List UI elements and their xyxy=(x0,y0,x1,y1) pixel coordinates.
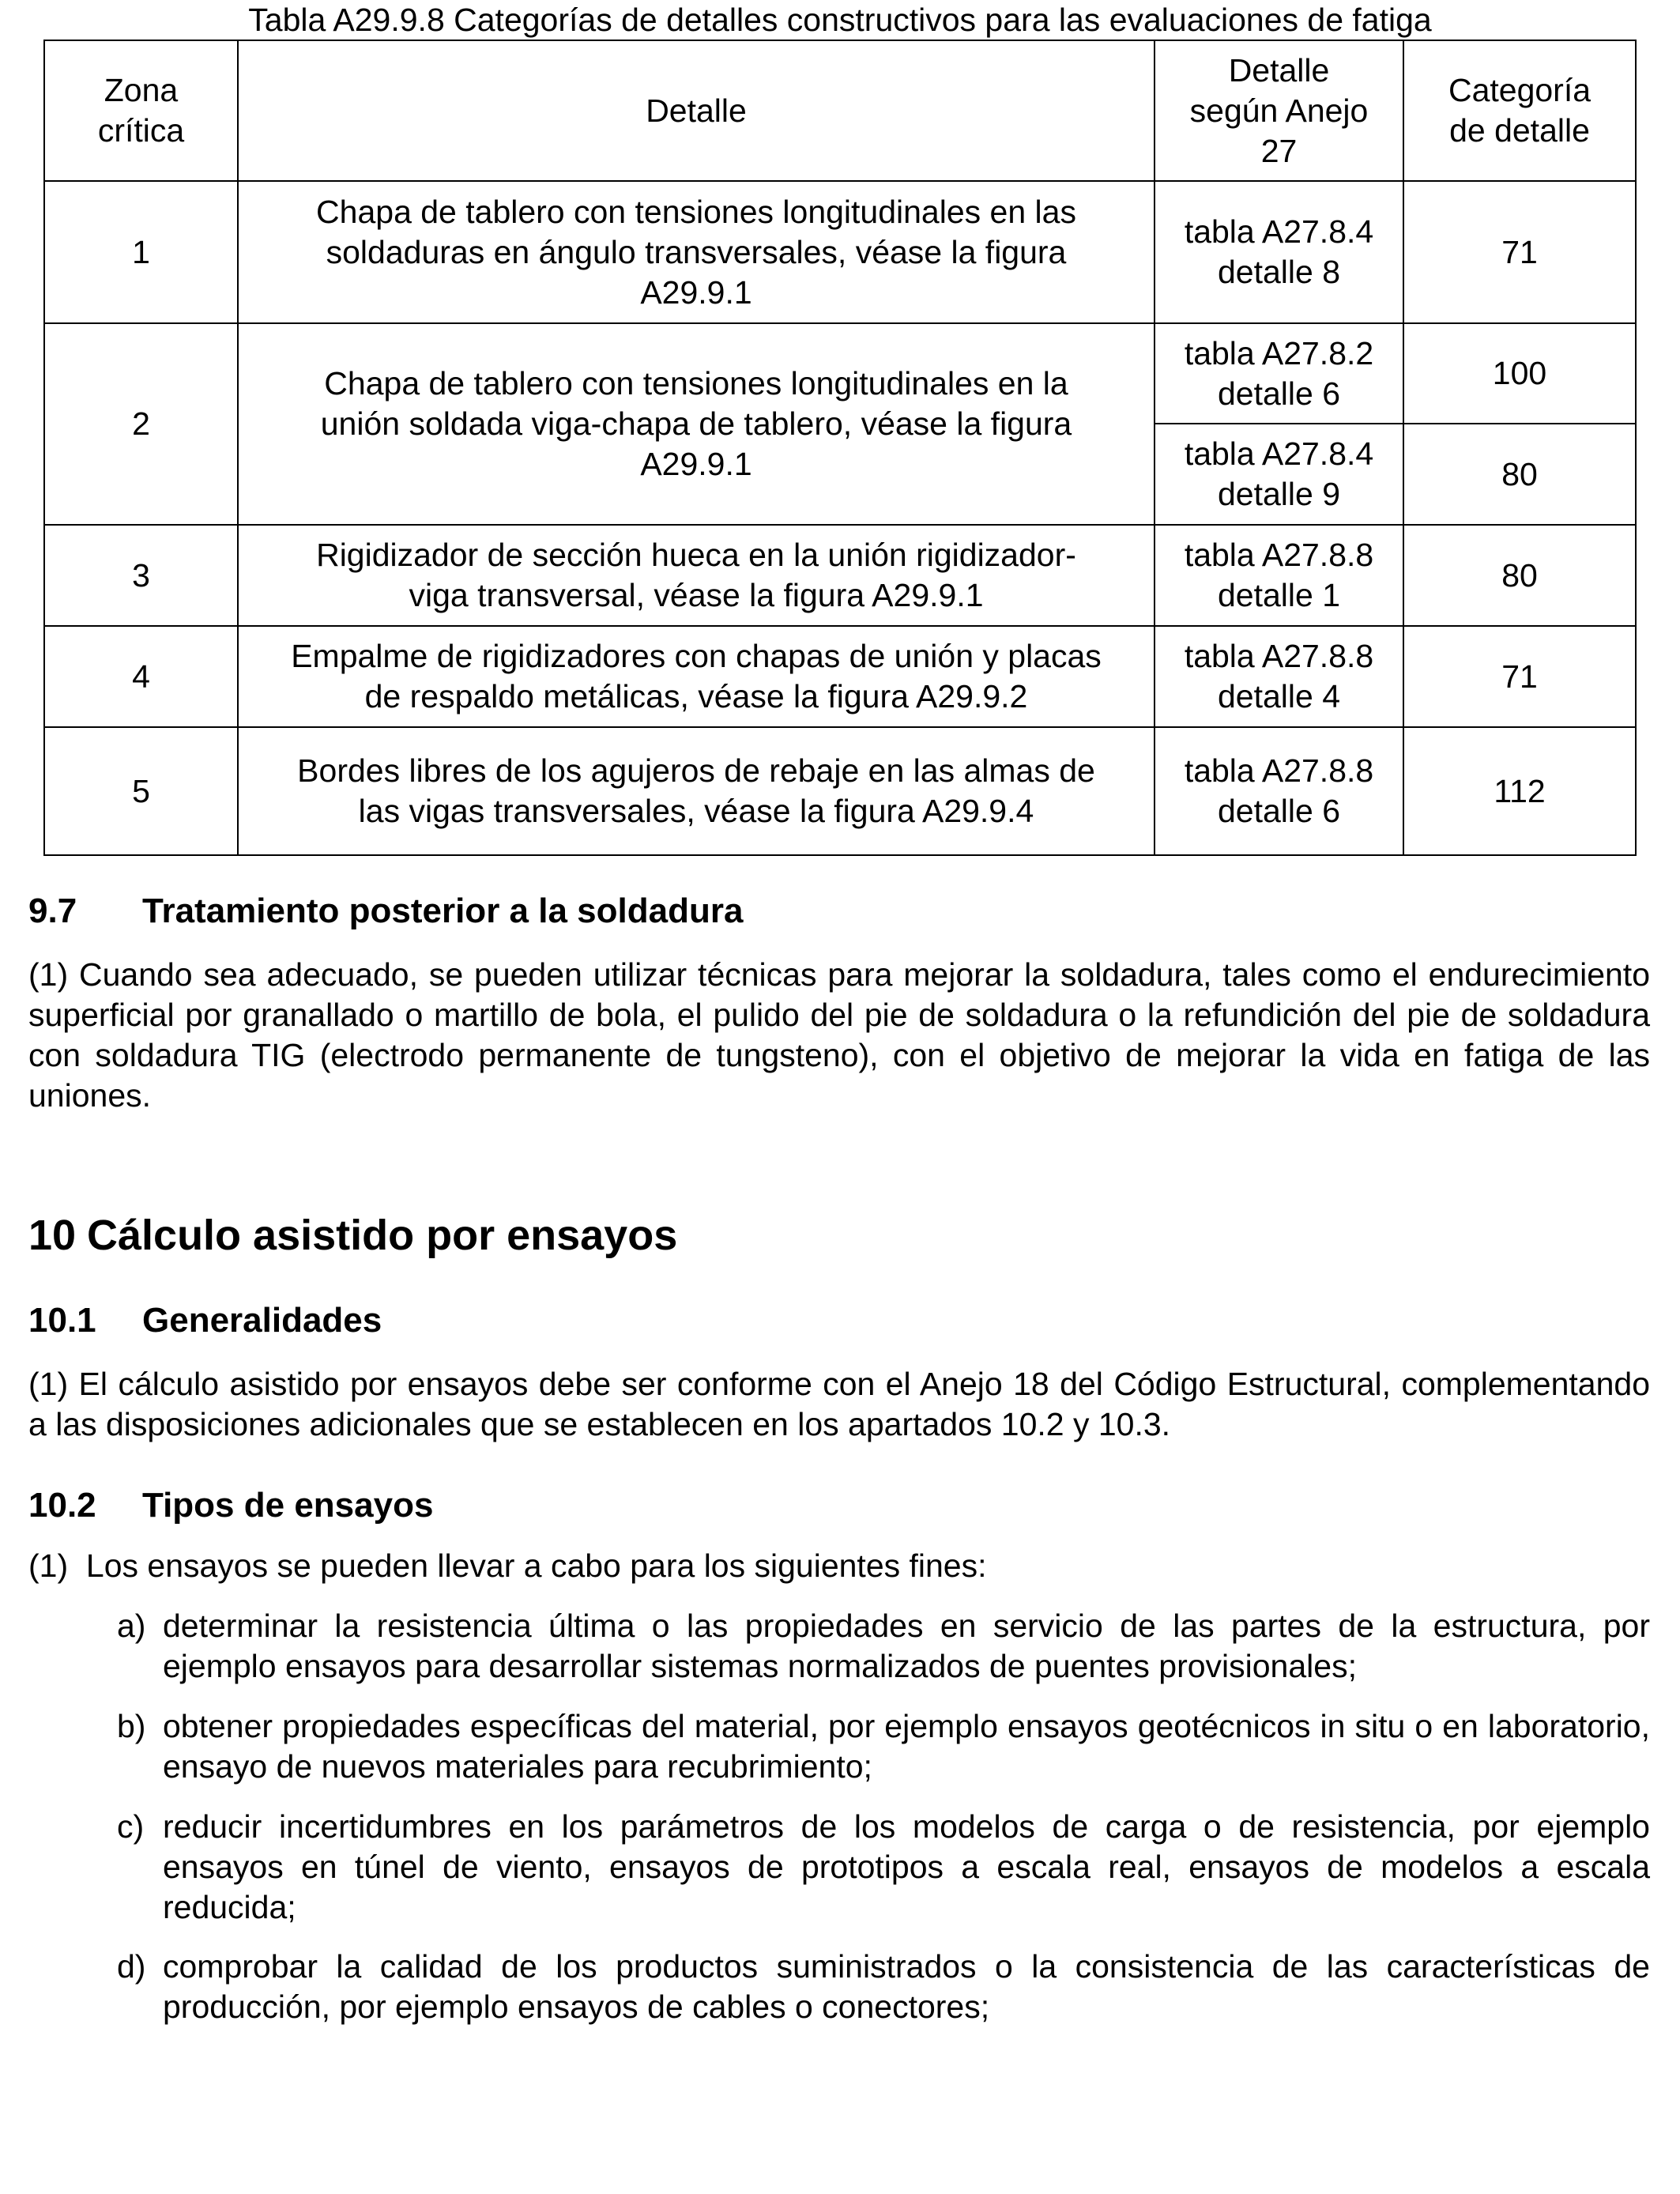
list-marker: c) xyxy=(117,1808,145,1845)
list-item xyxy=(117,1706,1650,1787)
section-heading-10-2 xyxy=(28,1486,433,1525)
cell-category: 71 xyxy=(1403,626,1636,727)
table-header-row xyxy=(44,40,1636,181)
section-number: 10.2 xyxy=(28,1486,96,1525)
list-item xyxy=(117,1947,1650,2027)
cell-zone: 5 xyxy=(44,727,238,855)
table-row xyxy=(44,181,1636,323)
cell-zone: 4 xyxy=(44,626,238,727)
table-row xyxy=(44,525,1636,626)
cell-category: 80 xyxy=(1403,424,1636,525)
cell-category: 112 xyxy=(1403,727,1636,855)
header-reference: Detalle según Anejo 27 xyxy=(1155,40,1403,181)
table-row xyxy=(44,626,1636,727)
list-marker: d) xyxy=(117,1948,146,1985)
section-number: 9.7 xyxy=(28,892,77,930)
cell-detail: Empalme de rigidizadores con chapas de unión y placas de respaldo metálicas, véase la figura A29.9.2 xyxy=(238,626,1155,727)
cell-reference: tabla A27.8.4 detalle 8 xyxy=(1155,181,1403,323)
table-row xyxy=(44,727,1636,855)
cell-zone: 2 xyxy=(44,323,238,525)
header-zone: Zona crítica xyxy=(44,40,238,181)
list-item xyxy=(117,1606,1650,1687)
section-number: 10.1 xyxy=(28,1301,96,1340)
cell-category: 80 xyxy=(1403,525,1636,626)
cell-category: 100 xyxy=(1403,323,1636,424)
section-heading-10-1 xyxy=(28,1301,382,1340)
section-title: Tipos de ensayos xyxy=(142,1486,434,1525)
section-title: Tratamiento posterior a la soldadura xyxy=(142,892,744,930)
chapter-heading-10 xyxy=(28,1211,677,1260)
table-row xyxy=(44,323,1636,424)
list-item-text: comprobar la calidad de los productos suministrados o la consistencia de las características de producción, por ejemplo ensayos de cables o conectores; xyxy=(163,1948,1650,2025)
list-item xyxy=(117,1807,1650,1928)
cell-reference: tabla A27.8.8 detalle 1 xyxy=(1155,525,1403,626)
cell-category: 71 xyxy=(1403,181,1636,323)
cell-zone: 3 xyxy=(44,525,238,626)
list-marker: b) xyxy=(117,1708,146,1744)
table-caption: Tabla A29.9.8 Categorías de detalles constructivos para las evaluaciones de fatiga xyxy=(248,2,1432,38)
paragraph: (1) Los ensayos se pueden llevar a cabo para los siguientes fines: xyxy=(28,1547,987,1584)
cell-detail: Rigidizador de sección hueca en la unión rigidizador- viga transversal, véase la figura A29.9.1 xyxy=(238,525,1155,626)
section-title: Generalidades xyxy=(142,1301,382,1340)
cell-detail: Bordes libres de los agujeros de rebaje en las almas de las vigas transversales, véase la figura A29.9.4 xyxy=(238,727,1155,855)
chapter-number: 10 xyxy=(28,1212,77,1259)
paragraph: (1) Cuando sea adecuado, se pueden utilizar técnicas para mejorar la soldadura, tales como el endurecimiento superficial por granallado o martillo de bola, el pulido del pie de soldadura o la refundición del pie de soldadura con soldadura TIG (electrodo permanente de tungsteno), con el objetivo de mejorar la vida en fatiga de las uniones. xyxy=(28,956,1650,1114)
paragraph: (1) El cálculo asistido por ensayos debe ser conforme con el Anejo 18 del Código Estructural, complementando a las disposiciones adicionales que se establecen en los apartados 10.2 y 10.3. xyxy=(28,1366,1650,1442)
cell-reference: tabla A27.8.8 detalle 4 xyxy=(1155,626,1403,727)
section-heading-9-7 xyxy=(28,892,743,931)
list-item-text: obtener propiedades específicas del material, por ejemplo ensayos geotécnicos in situ o en laboratorio, ensayo de nuevos materiales para recubrimiento; xyxy=(163,1708,1650,1785)
header-category: Categoría de detalle xyxy=(1403,40,1636,181)
cell-reference: tabla A27.8.8 detalle 6 xyxy=(1155,727,1403,855)
list-item-text: determinar la resistencia última o las propiedades en servicio de las partes de la estructura, por ejemplo ensayos para desarrollar sistemas normalizados de puentes provisionales; xyxy=(163,1608,1650,1684)
cell-detail: Chapa de tablero con tensiones longitudinales en las soldaduras en ángulo transversales, véase la figura A29.9.1 xyxy=(238,181,1155,323)
cell-reference: tabla A27.8.2 detalle 6 xyxy=(1155,323,1403,424)
chapter-title: Cálculo asistido por ensayos xyxy=(87,1212,678,1259)
cell-detail: Chapa de tablero con tensiones longitudinales en la unión soldada viga-chapa de tablero, véase la figura A29.9.1 xyxy=(238,323,1155,525)
list-marker: a) xyxy=(117,1608,146,1644)
cell-reference: tabla A27.8.4 detalle 9 xyxy=(1155,424,1403,525)
fatigue-categories-table xyxy=(43,40,1637,856)
list-item-text: reducir incertidumbres en los parámetros de los modelos de carga o de resistencia, por ejemplo ensayos en túnel de viento, ensayos de prototipos a escala real, ensayos de modelos a escala reducida; xyxy=(163,1808,1650,1925)
header-detail: Detalle xyxy=(238,40,1155,181)
cell-zone: 1 xyxy=(44,181,238,323)
